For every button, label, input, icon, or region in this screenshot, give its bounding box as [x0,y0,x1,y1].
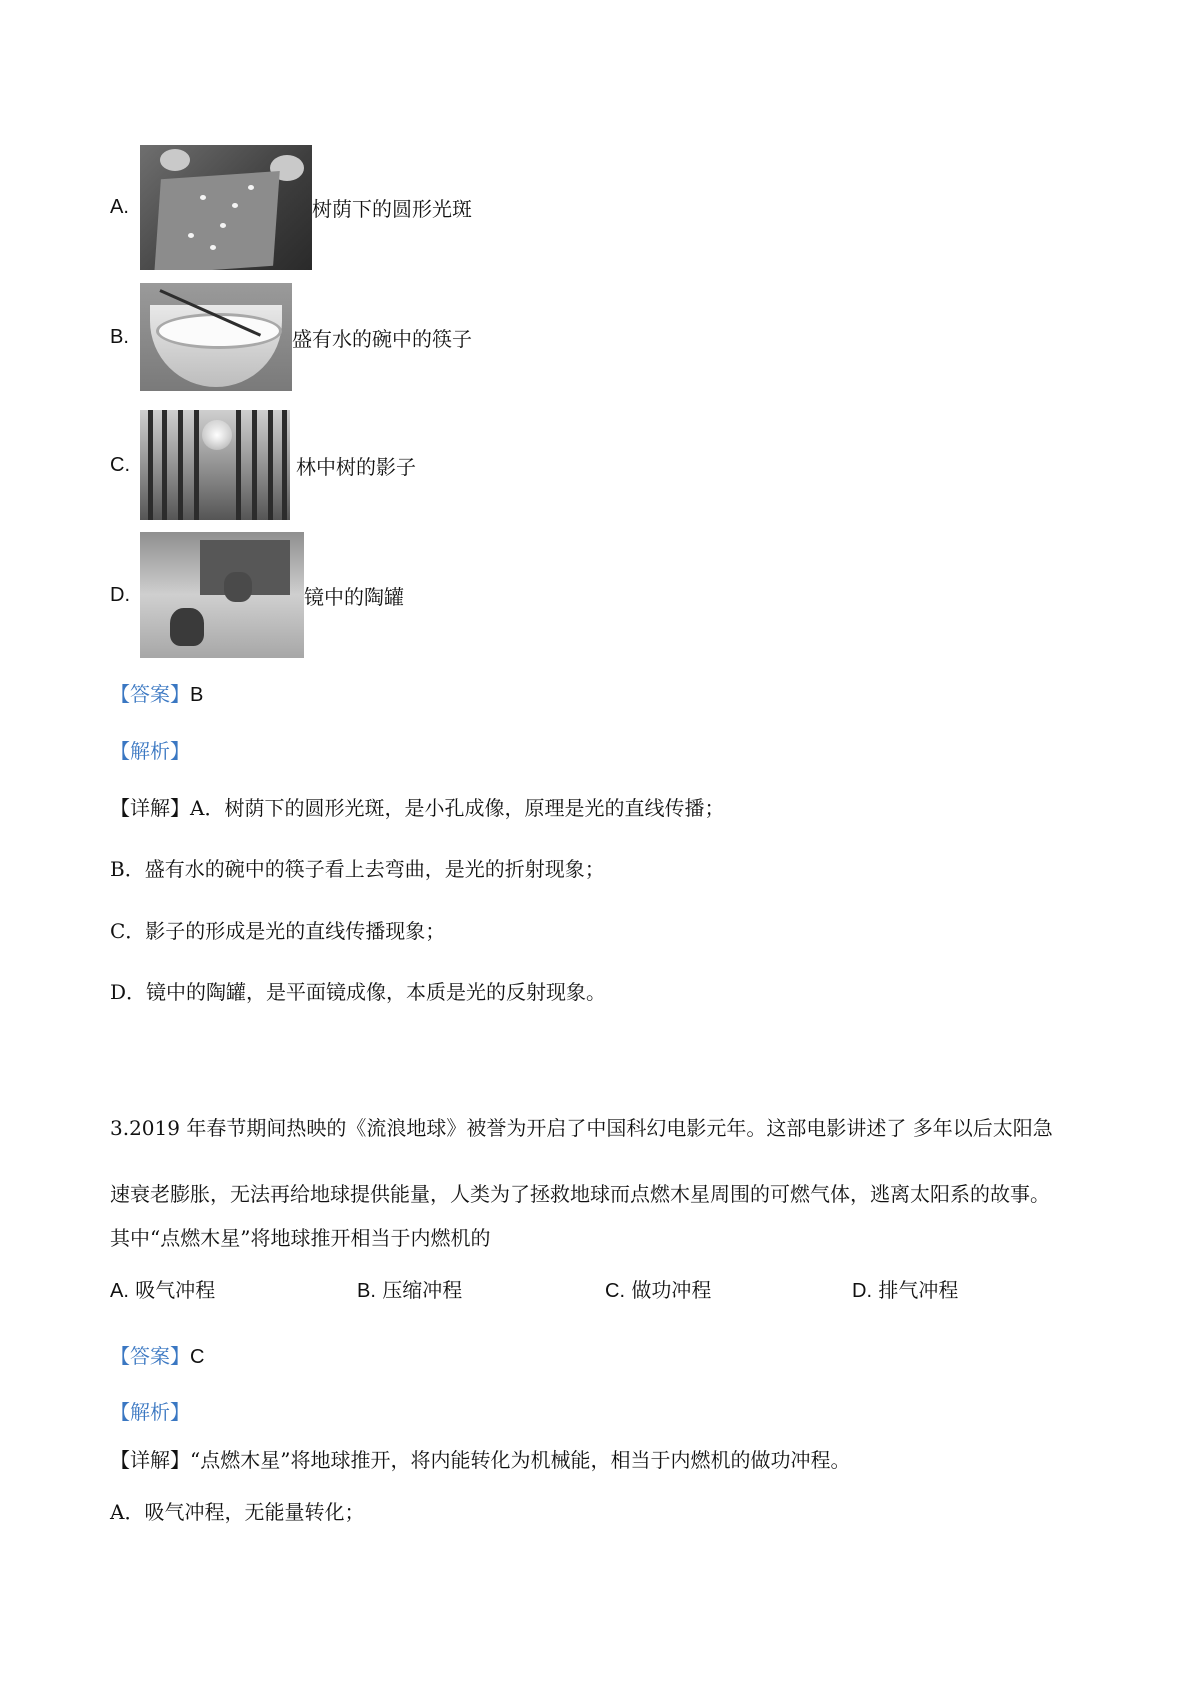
answer-line [110,1340,204,1369]
option-text: 盛有水的碗中的筷子 [292,326,472,351]
option-letter: B. [110,325,129,348]
choice-text: 做功冲程 [631,1278,712,1302]
option-text: 镜中的陶罐 [304,584,404,609]
answer-tag: 【答案】 [110,1344,190,1368]
answer-value: B [190,684,204,706]
choice-c [605,1274,711,1303]
choice-b [357,1274,462,1303]
option-b [110,283,472,391]
option-a [110,145,472,270]
choice-a [110,1274,215,1303]
choice-d [852,1274,958,1303]
detail-line-d: D．镜中的陶罐，是平面镜成像，本质是光的反射现象。 [110,980,607,1004]
option-text: 树荫下的圆形光斑 [312,197,472,221]
option-c [110,410,416,520]
tree-shade-light-spots-photo [140,145,312,270]
choice-text: 排气冲程 [878,1278,959,1302]
question-3-line-1: 3.2019 年春节期间热映的《流浪地球》被誉为开启了中国科幻电影元年。这部电影讲述了 多年以后太阳急 [110,1116,1053,1140]
chopsticks-in-water-bowl-photo [140,283,292,391]
choice-letter: A. [110,1280,129,1302]
choice-letter: D. [852,1280,872,1302]
analysis-line [110,735,190,764]
analysis-tag: 【解析】 [110,1400,190,1424]
question-3-line-3: 其中“点燃木星”将地球推开相当于内燃机的 [110,1226,491,1250]
detail-line-a: A．吸气冲程，无能量转化； [110,1500,365,1524]
detail-line-main [110,1444,850,1473]
detail-text: “点燃木星”将地球推开，将内能转化为机械能，相当于内燃机的做功冲程。 [190,1448,851,1472]
option-d [110,532,404,658]
pottery-in-mirror-photo [140,532,304,658]
detail-tag: 【详解】 [110,1448,190,1472]
answer-tag: 【答案】 [110,682,190,706]
choice-text: 吸气冲程 [135,1278,216,1302]
option-letter: A. [110,196,129,218]
detail-line-a [110,792,724,821]
choice-letter: B. [357,1280,376,1302]
option-letter: C. [110,453,130,476]
forest-tree-shadows-photo [140,410,290,520]
analysis-tag: 【解析】 [110,739,190,763]
answer-line [110,678,203,707]
choice-letter: C. [605,1280,625,1302]
analysis-line [110,1396,190,1425]
option-letter: D. [110,583,130,606]
detail-line-b: B．盛有水的碗中的筷子看上去弯曲，是光的折射现象； [110,857,605,881]
detail-line-c: C．影子的形成是光的直线传播现象； [110,919,446,943]
answer-value: C [190,1346,205,1368]
detail-tag: 【详解】 [110,796,190,820]
choice-text: 压缩冲程 [382,1278,463,1302]
detail-text: A．树荫下的圆形光斑，是小孔成像，原理是光的直线传播； [190,796,725,820]
question-3-line-2: 速衰老膨胀，无法再给地球提供能量，人类为了拯救地球而点燃木星周围的可燃气体，逃离太阳系的故事。 [110,1182,1050,1206]
option-text: 林中树的影子 [296,454,416,479]
